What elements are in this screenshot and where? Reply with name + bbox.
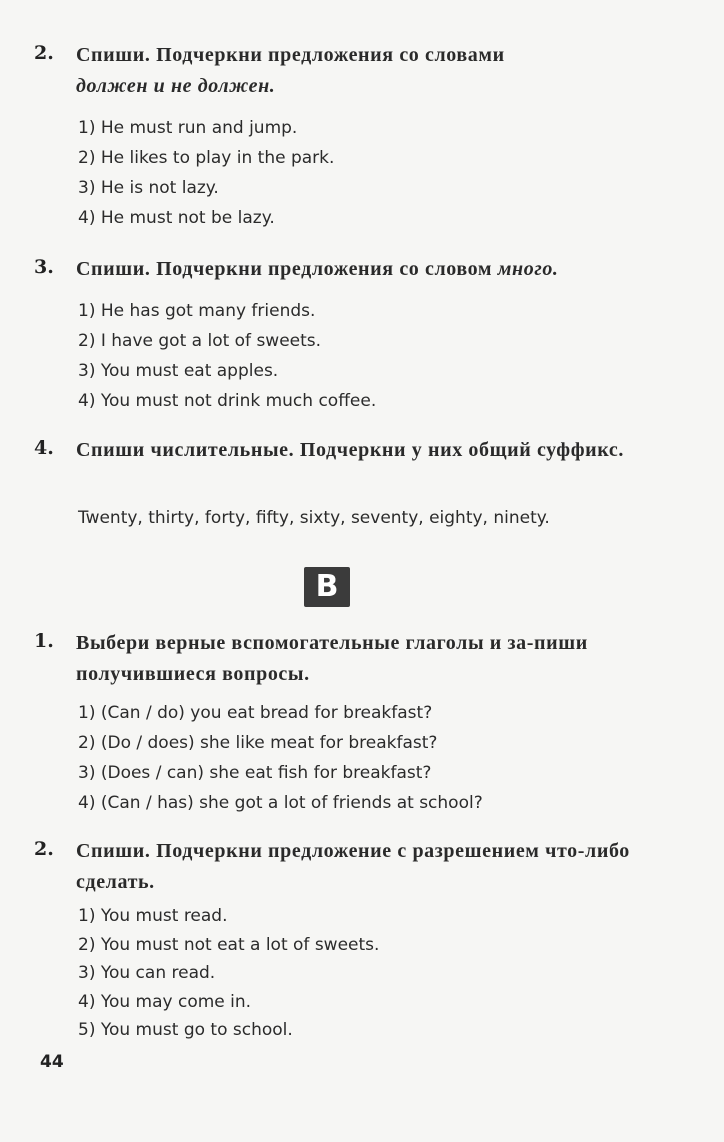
list-item: 5) You must go to school. [78,1020,293,1040]
list-item: 2) He likes to play in the park. [78,148,335,168]
list-item: 4) You must not drink much coffee. [78,391,377,411]
sentence-list [78,296,376,416]
sentence-list [78,113,334,233]
list-item: 3) (Does / can) she eat fish for breakfast? [78,763,432,783]
list-item: 1) (Can / do) you eat bread for breakfast? [78,703,433,723]
page-number: 44 [40,1052,64,1072]
task-number: 2. [34,42,54,64]
list-item: 2) (Do / does) she like meat for breakfast? [78,733,438,753]
instruction-italic: много. [497,258,559,280]
list-item: 4) He must not be lazy. [78,208,275,228]
section-b-badge: B [304,567,350,607]
sentence-list [78,698,483,818]
numerals-line: Twenty, thirty, forty, fifty, sixty, seventy, eighty, ninety. [78,508,550,528]
instruction-lead: Спиши. Подчеркни предложения со словами [76,44,505,66]
task-instruction: Спиши. Подчеркни предложение с разрешением что-либо сделать. [76,840,630,893]
list-item: 4) You may come in. [78,991,252,1012]
task-instruction [76,254,656,285]
instruction-lead: Спиши. Подчеркни предложения со словом [76,258,493,280]
task-instruction [76,40,636,102]
sentence-list [78,902,379,1045]
list-item: 2) I have got a lot of sweets. [78,331,322,351]
instruction-italic: должен и не должен. [76,75,276,97]
list-item: 1) He has got many friends. [78,301,316,321]
list-item: 4) (Can / has) she got a lot of friends at school? [78,793,483,813]
list-item: 1) You must read. [78,906,228,926]
task-number: 1. [34,630,54,652]
list-item: 2) You must not eat a lot of sweets. [78,934,380,955]
list-item: 3) He is not lazy. [78,178,219,198]
task-instruction: Спиши числительные. Подчеркни у них общий суффикс. [76,439,624,461]
task-number: 3. [34,256,54,278]
task-instruction: Выбери верные вспомогательные глаголы и за-пиши получившиеся вопросы. [76,632,588,685]
list-item: 3) You can read. [78,963,216,983]
list-item: 3) You must eat apples. [78,361,279,381]
list-item: 1) He must run and jump. [78,118,298,138]
task-number: 4. [34,437,54,459]
task-number: 2. [34,838,54,860]
